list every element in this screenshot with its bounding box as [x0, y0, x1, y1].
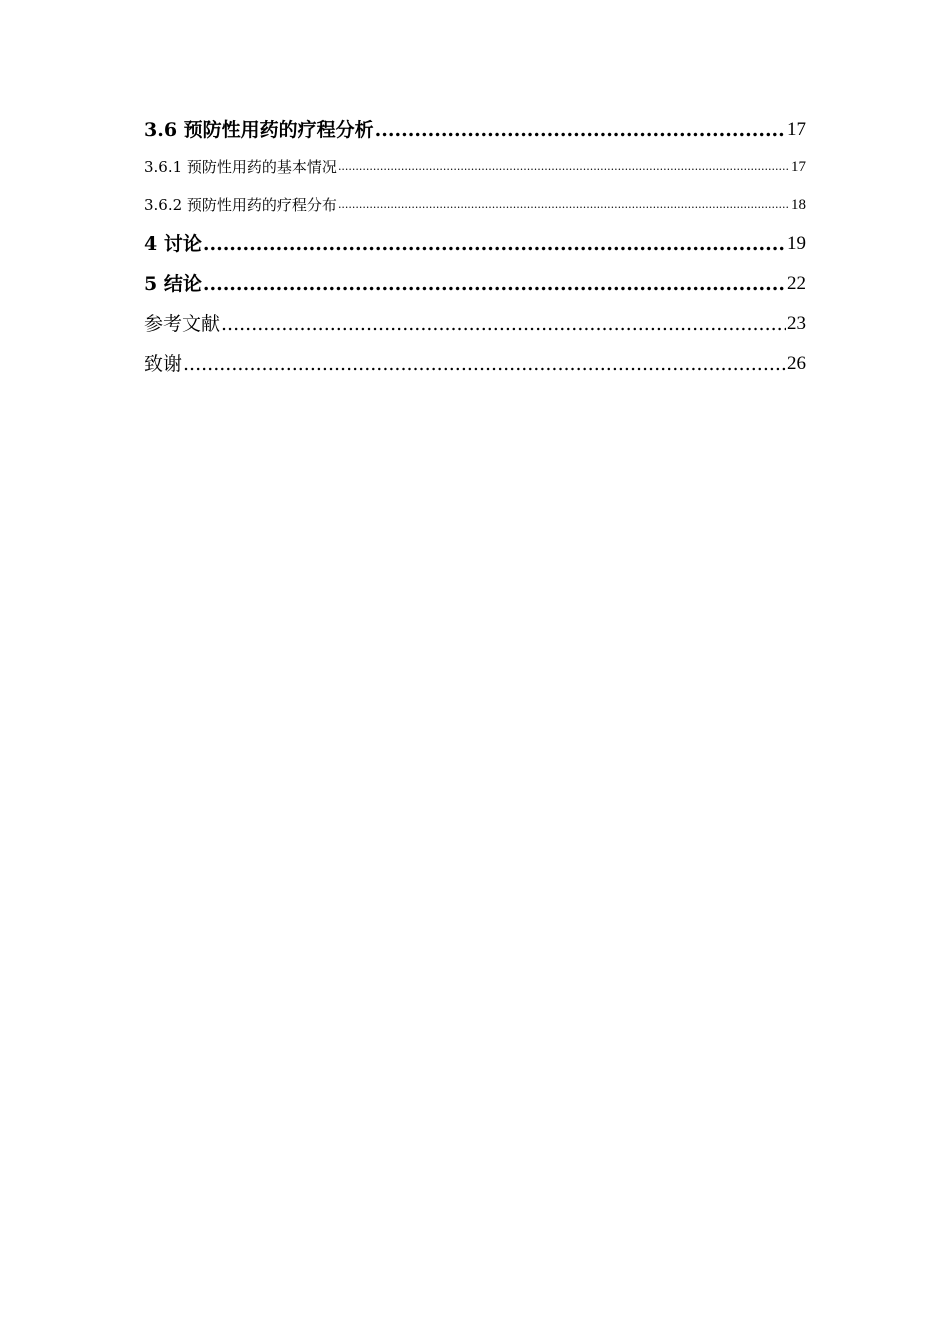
toc-entry-3-6-1[interactable] [144, 148, 806, 186]
toc-entry-3-6-2[interactable] [144, 186, 806, 224]
toc-entry-title: 致谢 [144, 353, 183, 375]
toc-dot-leader [338, 148, 790, 186]
toc-entry-page: 23 [787, 313, 806, 334]
table-of-contents [144, 112, 806, 384]
toc-entry-page: 17 [787, 119, 806, 140]
toc-entry-page: 19 [787, 233, 806, 254]
toc-entry-title: 3.6 预防性用药的疗程分析 [144, 119, 374, 141]
toc-entry-title: 4 讨论 [144, 233, 202, 255]
toc-dot-leader [203, 224, 786, 264]
toc-entry-conclusion[interactable] [144, 264, 806, 304]
toc-entry-page: 17 [791, 159, 806, 175]
toc-entry-page: 18 [791, 197, 806, 213]
toc-entry-title: 参考文献 [144, 313, 221, 335]
toc-dot-leader [375, 112, 786, 148]
toc-entry-references[interactable] [144, 304, 806, 344]
toc-dot-leader [338, 186, 790, 224]
toc-entry-title: 5 结论 [144, 273, 202, 295]
toc-entry-page: 22 [787, 273, 806, 294]
toc-entry-3-6[interactable] [144, 112, 806, 148]
toc-entry-page: 26 [787, 353, 806, 374]
toc-entry-title: 3.6.2 预防性用药的疗程分布 [144, 196, 337, 214]
toc-dot-leader [183, 344, 786, 384]
toc-entry-title: 3.6.1 预防性用药的基本情况 [144, 158, 337, 176]
toc-entry-discussion[interactable] [144, 224, 806, 264]
toc-dot-leader [221, 304, 786, 344]
toc-dot-leader [203, 264, 786, 304]
toc-entry-acknowledgements[interactable] [144, 344, 806, 384]
